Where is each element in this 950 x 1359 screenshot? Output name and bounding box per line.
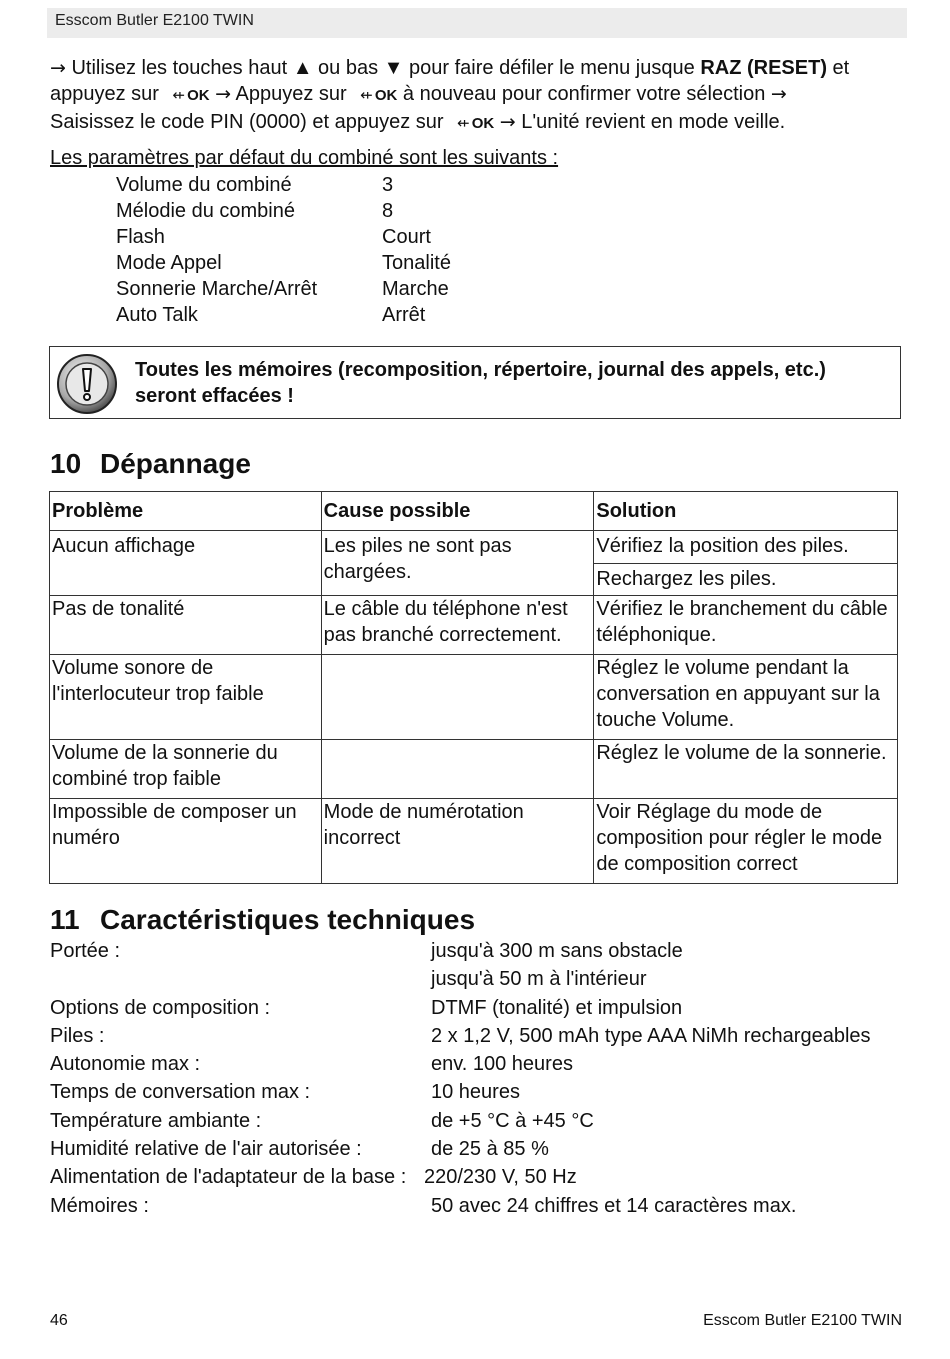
ok-key-icon: ⇷ [172, 86, 186, 104]
intro-text: appuyez sur [50, 83, 159, 105]
warning-line: seront effacées ! [135, 385, 294, 407]
defaults-value: 3 [382, 174, 394, 196]
spec-value: env. 100 heures [431, 1053, 573, 1076]
defaults-row [116, 198, 451, 224]
spec-key: Température ambiante : [50, 1109, 262, 1132]
intro-text: à nouveau pour confirmer votre sélection [402, 83, 766, 105]
spec-value: 10 heures [431, 1081, 520, 1104]
column-header: Cause possible [321, 492, 594, 531]
defaults-list [116, 172, 451, 328]
cause-cell [321, 655, 594, 740]
solution-cell: Réglez le volume pendant la conversation en appuyant sur la touche Volume. [594, 655, 898, 740]
arrow-icon: → [499, 111, 516, 133]
footer-product: Esscom Butler E2100 TWIN [703, 1312, 902, 1329]
section-title: Caractéristiques techniques [100, 904, 476, 935]
intro-text: Appuyez sur [235, 83, 347, 105]
spec-value: 2 x 1,2 V, 500 mAh type AAA NiMh rechargeables [431, 1024, 871, 1047]
intro-line-3 [50, 109, 910, 137]
table-row [50, 655, 898, 740]
problem-cell: Impossible de composer un numéro [50, 799, 322, 884]
cause-cell [321, 740, 594, 799]
spec-value: jusqu'à 300 m sans obstacle [431, 940, 683, 962]
defaults-key: Auto Talk [116, 304, 198, 326]
defaults-key: Volume du combiné [116, 174, 292, 196]
intro-line-2 [50, 81, 910, 109]
table-row [50, 740, 898, 799]
table-row [50, 799, 898, 884]
defaults-key: Sonnerie Marche/Arrêt [116, 278, 318, 300]
cause-cell: Mode de numérotation incorrect [321, 799, 594, 884]
ok-key-icon: ⇷ [360, 86, 373, 104]
intro-text: et [832, 57, 850, 79]
problem-cell: Volume de la sonnerie du combiné trop faible [50, 740, 322, 799]
solution-cell: Vérifiez la position des piles. [594, 531, 898, 564]
arrow-icon: → [50, 57, 66, 79]
defaults-value: Court [382, 226, 431, 248]
warning-icon [56, 353, 118, 420]
defaults-key: Mode Appel [116, 252, 222, 274]
ok-label: OK [187, 87, 210, 104]
intro-bold-menu: RAZ (RESET) [700, 57, 827, 79]
section-heading-10 [50, 448, 251, 480]
defaults-row [116, 250, 451, 276]
intro-text: Utilisez les touches haut ▲ ou bas ▼ pour faire défiler le menu jusque [71, 57, 695, 79]
cause-cell: Le câble du téléphone n'est pas branché correctement. [321, 596, 594, 655]
spec-value: de 25 à 85 % [431, 1138, 549, 1161]
defaults-key: Mélodie du combiné [116, 200, 295, 222]
defaults-row [116, 224, 451, 250]
cause-cell: Les piles ne sont pas chargées. [321, 531, 594, 596]
arrow-icon: → [215, 83, 232, 105]
spec-key: Humidité relative de l'air autorisée : [50, 1138, 362, 1161]
spec-key: Autonomie max : [50, 1053, 201, 1076]
warning-box [49, 346, 901, 419]
defaults-value: 8 [382, 200, 394, 222]
section-heading-11 [50, 904, 475, 936]
solution-cell: Voir Réglage du mode de composition pour régler le mode de composition correct [594, 799, 898, 884]
defaults-row [116, 302, 451, 328]
defaults-value: Tonalité [382, 252, 451, 274]
header-title: Esscom Butler E2100 TWIN [55, 12, 254, 29]
section-title: Dépannage [100, 448, 251, 479]
spec-value: DTMF (tonalité) et impulsion [431, 996, 683, 1019]
spec-key: Alimentation de l'adaptateur de la base : [50, 1166, 407, 1189]
page-header [47, 8, 907, 38]
spec-key: Portée : [50, 940, 121, 962]
table-header-row [50, 492, 898, 531]
intro-line-1 [50, 55, 910, 81]
defaults-value: Arrêt [382, 304, 426, 326]
defaults-title: Les paramètres par défaut du combiné sont les suivants : [50, 147, 559, 169]
ok-label: OK [471, 115, 495, 132]
problem-cell: Aucun affichage [50, 531, 322, 596]
arrow-icon: → [770, 83, 787, 105]
column-header: Solution [594, 492, 898, 531]
defaults-value: Marche [382, 278, 449, 300]
solution-cell: Rechargez les piles. [594, 564, 898, 596]
defaults-row [116, 276, 451, 302]
ok-key-icon: ⇷ [457, 114, 470, 132]
spec-value: jusqu'à 50 m à l'intérieur [431, 968, 647, 991]
solution-cell: Vérifiez le branchement du câble téléphonique. [594, 596, 898, 655]
table-row [50, 531, 898, 564]
spec-value: 50 avec 24 chiffres et 14 caractères max. [431, 1194, 797, 1217]
defaults-key: Flash [116, 226, 165, 248]
spec-key: Temps de conversation max : [50, 1081, 311, 1104]
page-number: 46 [50, 1312, 68, 1329]
problem-cell: Pas de tonalité [50, 596, 322, 655]
intro-paragraph [50, 55, 910, 137]
solution-cell: Réglez le volume de la sonnerie. [594, 740, 898, 799]
spec-key: Mémoires : [50, 1194, 149, 1217]
spec-value: 220/230 V, 50 Hz [424, 1166, 577, 1189]
spec-key: Piles : [50, 1024, 105, 1047]
warning-text [135, 357, 885, 409]
warning-line: Toutes les mémoires (recomposition, répertoire, journal des appels, etc.) [135, 359, 826, 381]
table-row [50, 596, 898, 655]
problem-cell: Volume sonore de l'interlocuteur trop faible [50, 655, 322, 740]
column-header: Problème [50, 492, 322, 531]
ok-label: OK [374, 87, 398, 104]
spec-key: Options de composition : [50, 996, 271, 1019]
intro-text: Saisissez le code PIN (0000) et appuyez sur [50, 111, 444, 133]
defaults-row [116, 172, 451, 198]
spec-value: de +5 °C à +45 °C [431, 1109, 594, 1132]
intro-text: L'unité revient en mode veille. [521, 111, 786, 133]
section-number: 10 [50, 448, 82, 479]
section-number: 11 [50, 904, 80, 935]
troubleshooting-table [49, 491, 898, 884]
